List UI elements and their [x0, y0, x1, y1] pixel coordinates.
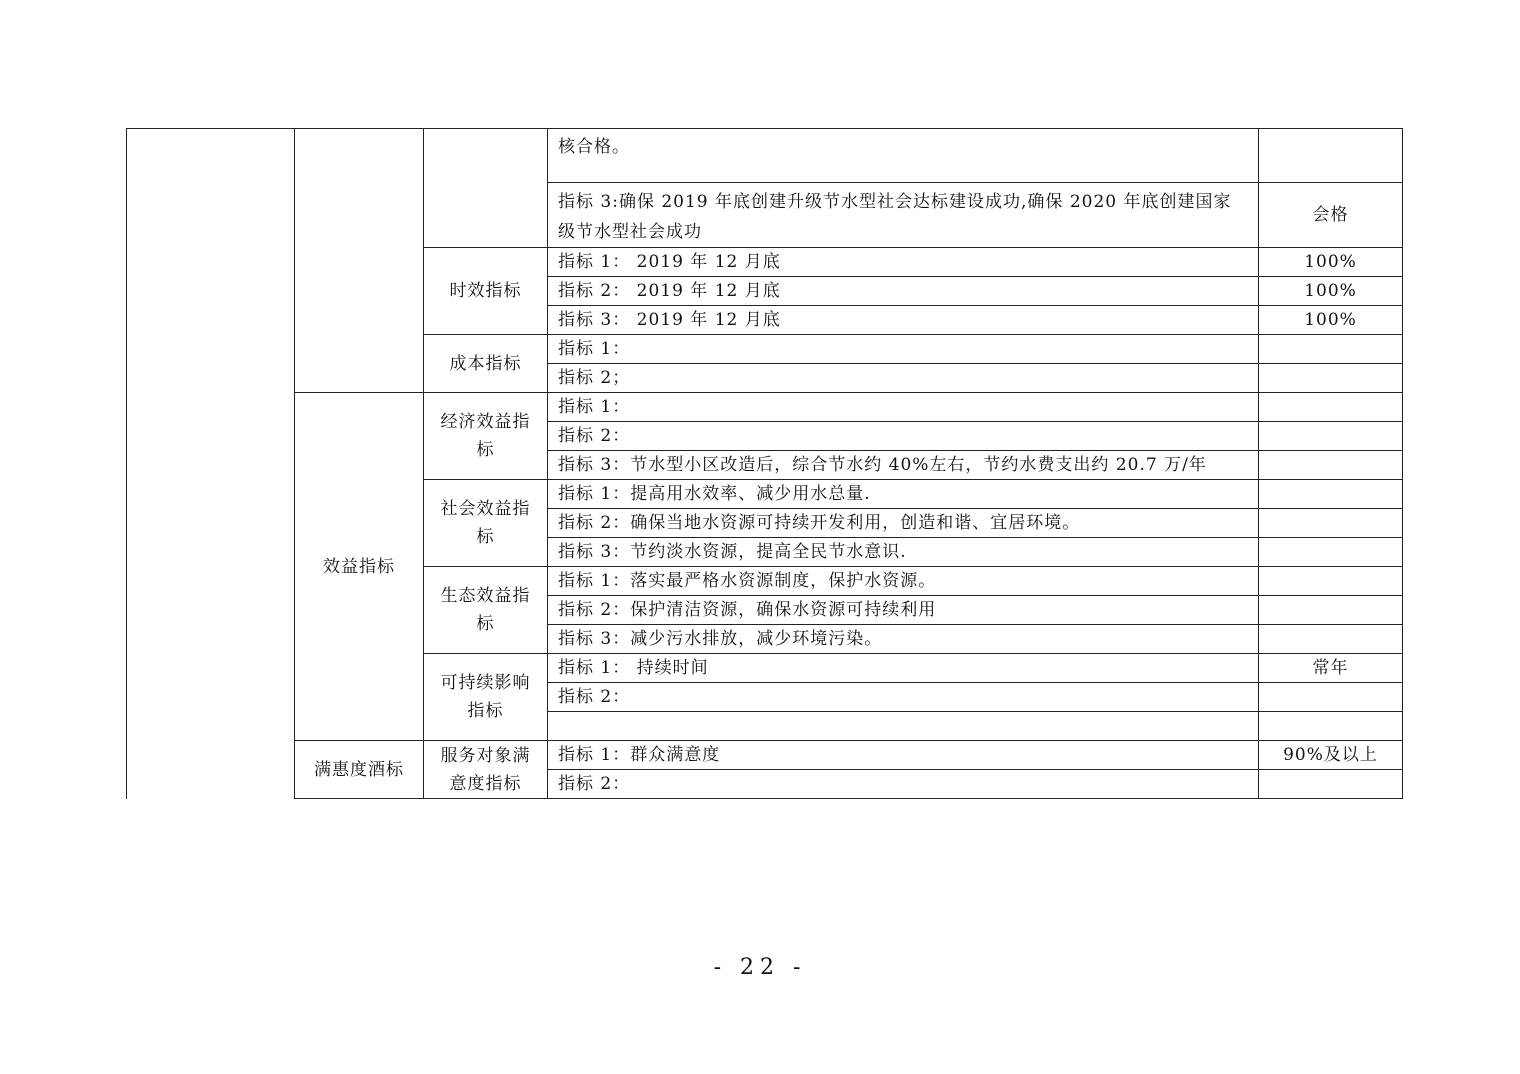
value-cell: 100%: [1259, 277, 1403, 306]
level2-label-sustainable: 可持续影响指标: [424, 654, 548, 741]
indicator-cell: 指标 3：节水型小区改造后，综合节水约 40%左右，节约水费支出约 20.7 万/年: [548, 451, 1259, 480]
value-cell: [1259, 770, 1403, 799]
indicator-cell: 指标 1：: [548, 393, 1259, 422]
indicator-cell: 指标 1： 持续时间: [548, 654, 1259, 683]
indicator-cell: 指标 2；: [548, 364, 1259, 393]
value-cell: [1259, 364, 1403, 393]
indicator-cell: 核合格。: [548, 129, 1259, 183]
table-row: [127, 393, 1403, 422]
value-cell: [1259, 712, 1403, 741]
value-cell: [1259, 129, 1403, 183]
value-cell: 会格: [1259, 183, 1403, 248]
indicator-cell: 指标 3： 2019 年 12 月底: [548, 306, 1259, 335]
level2-label-timeliness: 时效指标: [424, 248, 548, 335]
level1-label-satisfaction: 满惠度酒标: [295, 741, 424, 799]
indicator-cell: 指标 1：落实最严格水资源制度，保护水资源。: [548, 567, 1259, 596]
value-cell: 常年: [1259, 654, 1403, 683]
table-row: [127, 741, 1403, 770]
level2-label-economic: 经济效益指标: [424, 393, 548, 480]
indicator-cell: 指标 2：: [548, 683, 1259, 712]
indicator-cell: 指标 1：: [548, 335, 1259, 364]
outer-column-cell: [127, 129, 295, 799]
level1-label-benefit: 效益指标: [295, 393, 424, 741]
table-row: [127, 129, 1403, 183]
indicator-cell: 指标 1：提高用水效率、减少用水总量.: [548, 480, 1259, 509]
indicator-cell: 指标 2： 2019 年 12 月底: [548, 277, 1259, 306]
value-cell: [1259, 625, 1403, 654]
indicator-cell: 指标 1：群众满意度: [548, 741, 1259, 770]
level1-cell-continued: [295, 129, 424, 393]
page-number: - 22 -: [713, 955, 807, 980]
value-cell: [1259, 567, 1403, 596]
value-cell: [1259, 451, 1403, 480]
value-cell: 100%: [1259, 248, 1403, 277]
indicator-cell: 指标 2：: [548, 422, 1259, 451]
value-cell: [1259, 480, 1403, 509]
value-cell: [1259, 683, 1403, 712]
indicator-cell: 指标 3：节约淡水资源，提高全民节水意识.: [548, 538, 1259, 567]
value-cell: [1259, 335, 1403, 364]
indicator-cell: 指标 3：减少污水排放，减少环境污染。: [548, 625, 1259, 654]
indicator-cell: [548, 712, 1259, 741]
value-cell: 100%: [1259, 306, 1403, 335]
indicator-cell: 指标 1： 2019 年 12 月底: [548, 248, 1259, 277]
level2-label-ecological: 生态效益指标: [424, 567, 548, 654]
indicator-cell: 指标 2：: [548, 770, 1259, 799]
value-cell: [1259, 393, 1403, 422]
value-cell: [1259, 596, 1403, 625]
value-cell: 90%及以上: [1259, 741, 1403, 770]
value-cell: [1259, 538, 1403, 567]
level2-cell-continued: [424, 129, 548, 248]
level2-label-satisfaction: 服务对象满意度指标: [424, 741, 548, 799]
indicator-cell: 指标 2：保护清洁资源，确保水资源可持续利用: [548, 596, 1259, 625]
indicator-cell: 指标 2：确保当地水资源可持续开发利用，创造和谐、宜居环境。: [548, 509, 1259, 538]
level2-label-cost: 成本指标: [424, 335, 548, 393]
value-cell: [1259, 422, 1403, 451]
indicator-cell: 指标 3:确保 2019 年底创建升级节水型社会达标建设成功,确保 2020 年底创建国家级节水型社会成功: [548, 183, 1259, 248]
performance-indicator-table: [126, 128, 1403, 799]
level2-label-social: 社会效益指标: [424, 480, 548, 567]
value-cell: [1259, 509, 1403, 538]
